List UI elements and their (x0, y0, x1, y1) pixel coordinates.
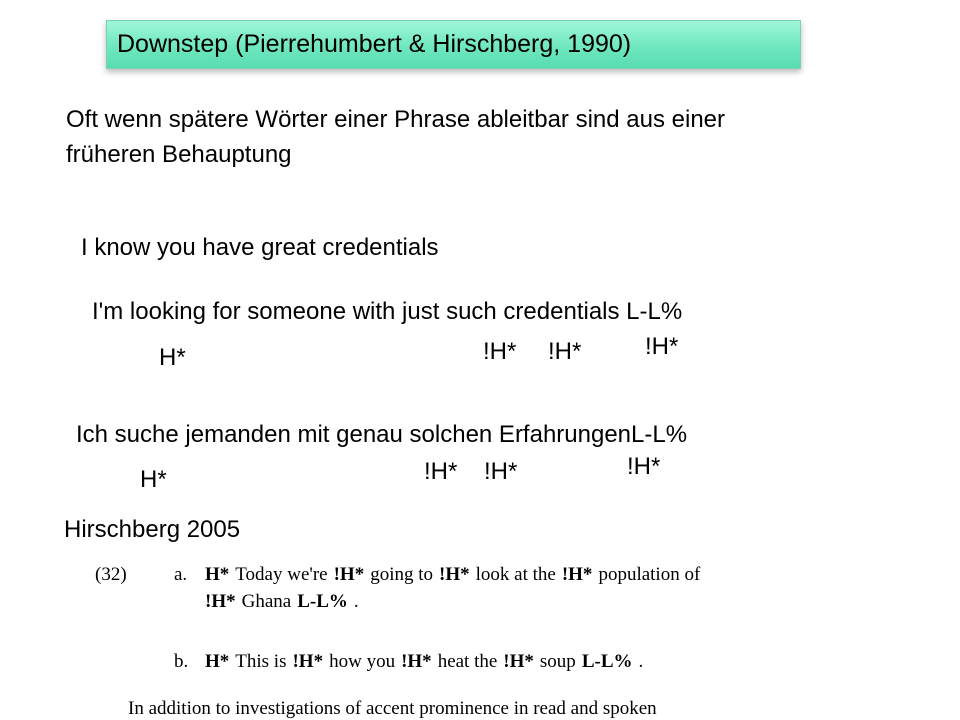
excerpt-b-line (205, 651, 649, 673)
excerpt-b-label: b. (174, 651, 189, 672)
excerpt-word: . (353, 591, 359, 612)
tone-label: !H* (645, 333, 679, 360)
example-en-sentence-2: I'm looking for someone with just such credentials L-L% (92, 298, 683, 325)
tone-label: !H* (627, 453, 661, 480)
tone-label: !H* (483, 338, 517, 365)
tone-label: H* (159, 344, 186, 371)
intro-line-2: früheren Behauptung (66, 141, 292, 168)
tone-mark: H* (205, 564, 230, 585)
excerpt-word: look at the (475, 564, 556, 585)
tone-mark: L-L% (581, 651, 633, 672)
excerpt-a-line-2 (205, 591, 365, 613)
excerpt-number: (32) (95, 564, 127, 585)
tone-mark: !H* (439, 564, 470, 585)
excerpt-a-label: a. (174, 564, 188, 585)
tone-label: !H* (548, 338, 582, 365)
tone-mark: !H* (292, 651, 324, 672)
slide-title-box (106, 20, 801, 69)
slide-title: Downstep (Pierrehumbert & Hirschberg, 1990) (117, 30, 632, 58)
tone-mark: H* (205, 651, 230, 672)
tone-label: !H* (484, 458, 518, 485)
excerpt-cutoff-line: In addition to investigations of accent prominence in read and spoken (128, 700, 657, 719)
excerpt-word: heat the (437, 651, 498, 672)
excerpt-word: This is (235, 651, 287, 672)
tone-mark: L-L% (297, 591, 348, 612)
tone-mark: !H* (401, 651, 432, 672)
excerpt-word: . (638, 651, 644, 672)
excerpt-word: going to (370, 564, 434, 585)
tone-mark: !H* (333, 564, 365, 585)
intro-line-1: Oft wenn spätere Wörter einer Phrase ableitbar sind aus einer (66, 106, 726, 133)
tone-mark: !H* (205, 591, 236, 612)
excerpt-word: soup (539, 651, 576, 672)
example-en-sentence-1: I know you have great credentials (81, 234, 439, 261)
excerpt-word: how you (329, 651, 396, 672)
excerpt-a-line-1 (205, 564, 706, 586)
excerpt-word: Today we're (235, 564, 328, 585)
excerpt-cutoff-wrapper (0, 700, 960, 720)
source-label: Hirschberg 2005 (64, 516, 241, 543)
tone-label: H* (140, 466, 167, 493)
excerpt-word: Ghana (241, 591, 292, 612)
tone-mark: !H* (561, 564, 593, 585)
tone-mark: !H* (503, 651, 534, 672)
excerpt-word: population of (598, 564, 701, 585)
tone-label: !H* (424, 458, 458, 485)
example-de-sentence: Ich suche jemanden mit genau solchen ErfahrungenL-L% (76, 421, 688, 448)
